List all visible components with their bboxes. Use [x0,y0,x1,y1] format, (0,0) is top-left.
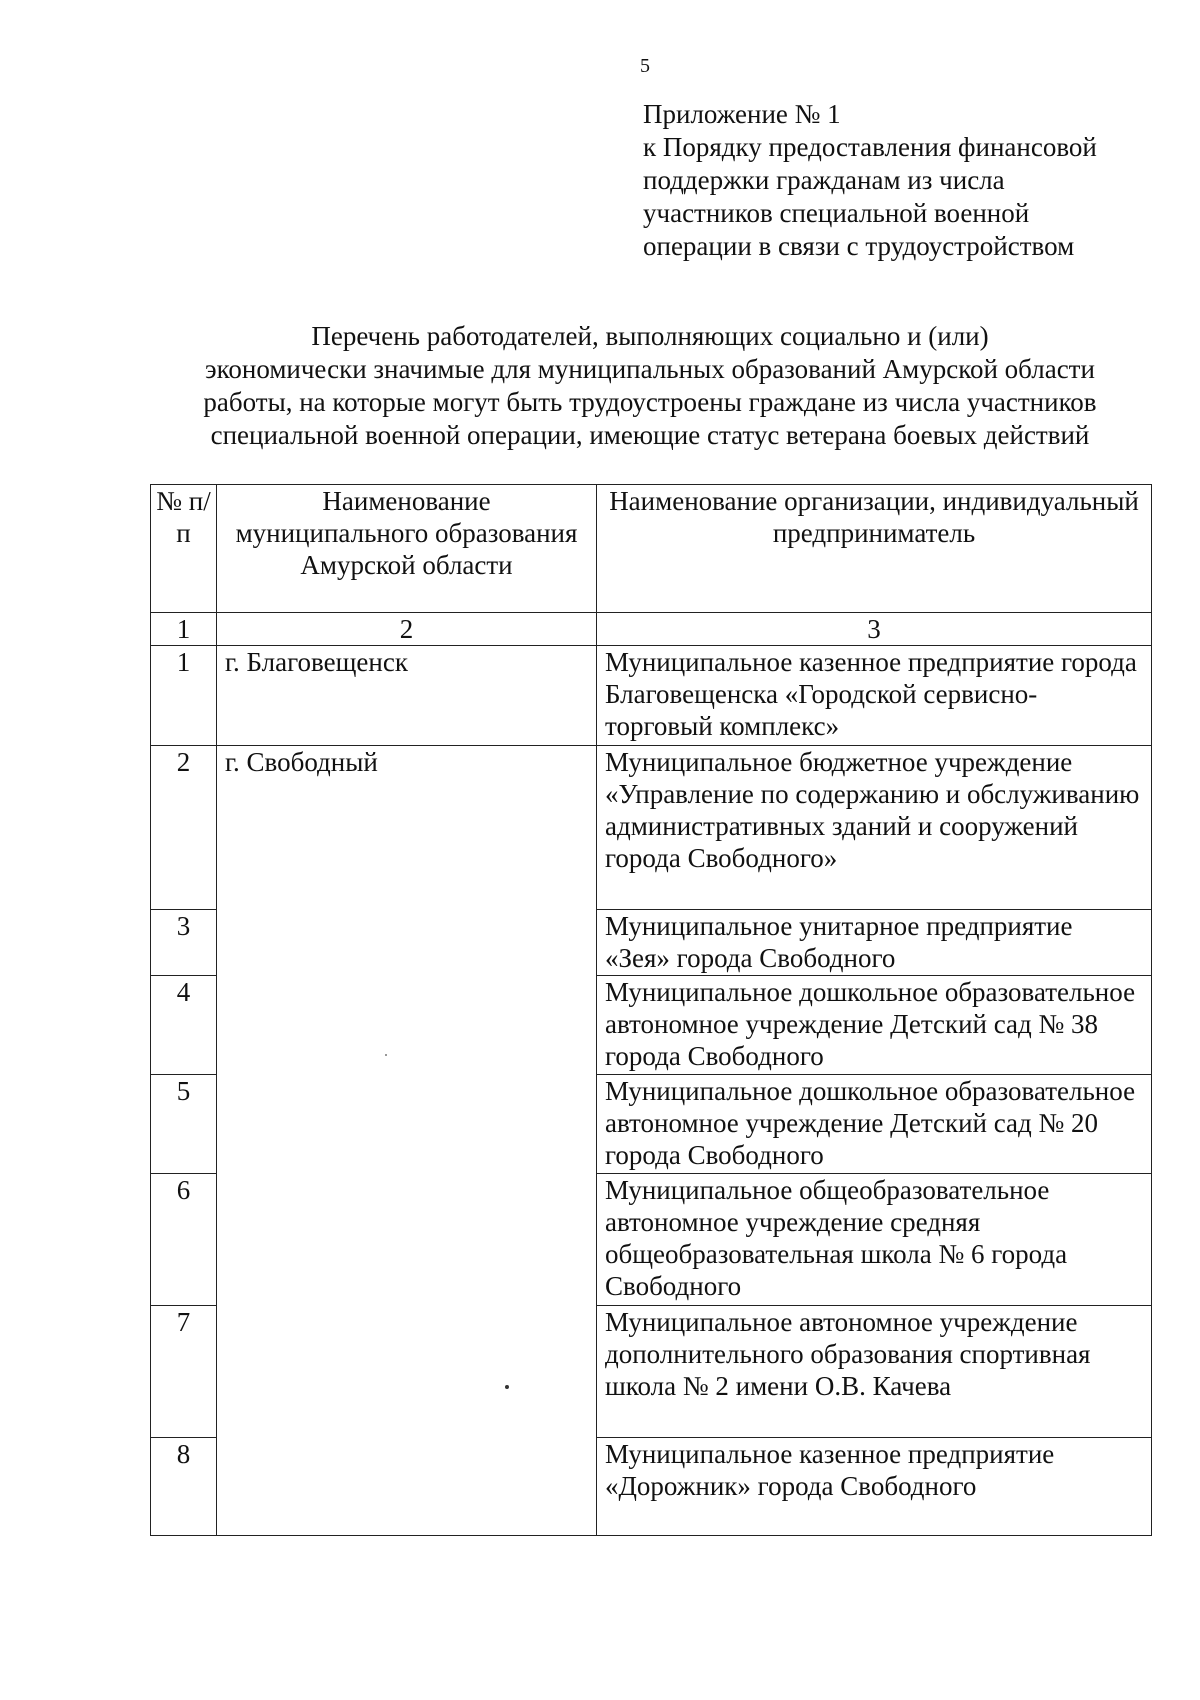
header-num: № п/п [151,485,217,613]
municipality-cell: г. Свободный [217,746,597,1536]
title-line: работы, на которые могут быть трудоустроены граждане из числа участников [203,387,1097,417]
appendix-note [643,98,1183,263]
organization-cell: Муниципальное казенное предприятие города Благовещенска «Городской сервисно-торговый комплекс» [597,646,1152,746]
municipality-cell: г. Благовещенск [217,646,597,746]
organization-cell: Муниципальное дошкольное образовательное автономное учреждение Детский сад № 38 города Свободного [597,976,1152,1075]
row-number: 1 [151,646,217,746]
title-line: экономически значимые для муниципальных образований Амурской области [205,354,1095,384]
row-number: 7 [151,1306,217,1438]
organization-cell: Муниципальное унитарное предприятие «Зея» города Свободного [597,910,1152,976]
page-number: 5 [640,55,650,77]
row-number: 2 [151,746,217,910]
table-row [151,646,1152,746]
row-number: 3 [151,910,217,976]
scan-speck [505,1385,509,1389]
organization-cell: Муниципальное автономное учреждение дополнительного образования спортивная школа № 2 имени О.В. Качева [597,1306,1152,1438]
employers-table [150,484,1152,1536]
appendix-line: поддержки гражданам из числа [643,165,1005,195]
row-number: 4 [151,976,217,1075]
appendix-line: Приложение № 1 [643,99,841,129]
header-organization: Наименование организации, индивидуальный предприниматель [597,485,1152,613]
column-number: 2 [217,613,597,646]
row-number: 6 [151,1174,217,1306]
title-line: специальной военной операции, имеющие статус ветерана боевых действий [210,420,1090,450]
appendix-line: операции в связи с трудоустройством [643,231,1075,261]
document-title [140,320,1160,452]
row-number: 5 [151,1075,217,1174]
scan-speck [385,1054,387,1056]
organization-cell: Муниципальное дошкольное образовательное автономное учреждение Детский сад № 20 города Свободного [597,1075,1152,1174]
table-row [151,746,1152,910]
column-number: 3 [597,613,1152,646]
organization-cell: Муниципальное казенное предприятие «Дорожник» города Свободного [597,1438,1152,1536]
column-number: 1 [151,613,217,646]
header-municipality: Наименование муниципального образования Амурской области [217,485,597,613]
organization-cell: Муниципальное общеобразовательное автономное учреждение средняя общеобразовательная школа № 6 города Свободного [597,1174,1152,1306]
title-line: Перечень работодателей, выполняющих социально и (или) [311,321,989,351]
appendix-line: участников специальной военной [643,198,1030,228]
appendix-line: к Порядку предоставления финансовой [643,132,1097,162]
row-number: 8 [151,1438,217,1536]
organization-cell: Муниципальное бюджетное учреждение «Управление по содержанию и обслуживанию административных зданий и сооружений города Свободного» [597,746,1152,910]
